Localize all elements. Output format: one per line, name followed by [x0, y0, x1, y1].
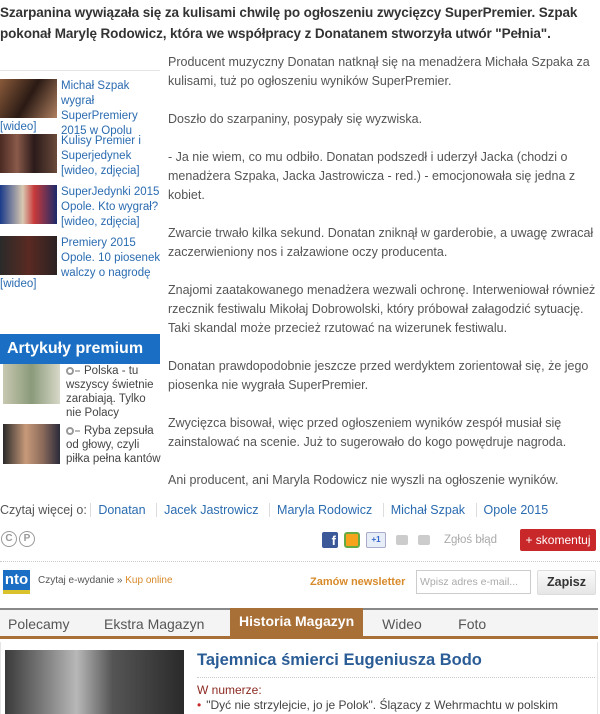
premium-title-text: Polska - tu wszyscy świetnie zarabiają. Tylko nie Polacy [66, 365, 154, 419]
divider [0, 70, 160, 71]
nto-logo[interactable]: nto [3, 570, 30, 594]
related-title[interactable]: SuperJedynki 2015 Opole. Kto wygrał? [wideo, zdjęcia] [61, 186, 160, 228]
newsletter-email-input[interactable] [416, 570, 531, 594]
tag-link[interactable]: Donatan [90, 503, 152, 517]
paragraph: Ani producent, ani Maryla Rodowicz nie wyszli na ogłoszenie wyników. [168, 473, 559, 487]
paragraph: Donatan prawdopodobnie jeszcze przed werdyktem zorientował się, że jego piosenka nie wygrała SuperPremier. [168, 359, 589, 392]
related-thumbnail[interactable] [0, 236, 57, 275]
divider [0, 561, 600, 562]
premium-heading: Artykuły premium [0, 334, 160, 364]
magazine-panel [0, 642, 598, 714]
related-item[interactable] [0, 185, 160, 236]
wykop-icon[interactable] [344, 532, 360, 548]
facebook-icon[interactable]: f [322, 532, 338, 548]
premium-title[interactable] [66, 424, 161, 466]
in-issue-label: W numerze: [197, 683, 262, 697]
related-thumbnail[interactable] [0, 185, 57, 224]
premium-title[interactable] [66, 364, 161, 420]
read-more-tags [0, 503, 555, 517]
share-bar [322, 532, 497, 548]
tag-link[interactable]: Jacek Jastrowicz [156, 503, 265, 517]
tab-foto[interactable]: Foto [458, 616, 487, 632]
comment-button[interactable]: + skomentuj [520, 529, 596, 551]
google-plus-icon[interactable]: +1 [366, 532, 386, 548]
issue-bullet[interactable]: • "Dyć nie strzylejcie, jo je Polok". Ślązacy z Wehrmachtu w polskim [197, 698, 558, 712]
buy-online-link[interactable]: Kup online [125, 575, 173, 586]
premium-thumbnail[interactable] [3, 364, 60, 404]
related-title[interactable]: Premiery 2015 Opole. 10 piosenek walczy o nagrodę [61, 237, 161, 279]
tag-link[interactable]: Michał Szpak [383, 503, 472, 517]
premium-title-text: Ryba zepsuła od głowy, czyli piłka pełna kantów [66, 425, 161, 465]
related-title[interactable]: Michał Szpak wygrał SuperPremiery 2015 w Opolu [61, 80, 138, 137]
key-icon [66, 367, 80, 375]
report-error-link[interactable]: Zgłoś błąd [444, 534, 498, 546]
paragraph: Znajomi zaatakowanego menadżera wezwali ochronę. Interweniował również rzecznik festiwalu Mikołaj Dobrowolski, który próbował załagodzić sytuację. Taki skandal może przecież rzutować na wizerunek festiwalu. [168, 283, 596, 335]
newsletter-label: Zamów newsletter [310, 576, 406, 588]
paragraph: - Ja nie wiem, co mu odbiło. Donatan podszedł i uderzył Jacka (chodzi o menadżera Szpaka, Jacka Jastrowicza - red.) - emocjonowała się jedna z kobiet. [168, 150, 576, 202]
related-thumbnail[interactable] [0, 134, 57, 173]
paragraph: Doszło do szarpaniny, posypały się wyzwiska. [168, 112, 423, 126]
magazine-tabs [0, 608, 598, 639]
print-icon[interactable] [396, 535, 408, 545]
e-edition [38, 575, 173, 586]
magazine-image[interactable] [5, 650, 184, 714]
related-item[interactable] [0, 134, 160, 185]
related-tag[interactable]: [wideo] [0, 121, 37, 133]
related-title[interactable]: Kulisy Premier i Superjedynek [wideo, zdjęcia] [61, 135, 141, 177]
tab-wideo[interactable]: Wideo [382, 616, 422, 632]
article-lead: Szarpanina wywiązała się za kulisami chwilę po ogłoszeniu zwycięzcy SuperPremier. Szpak pokonał Marylę Rodowicz, która we współpracy z Donatanem stworzyła utwór "Pełnia". [0, 5, 578, 41]
read-e-edition-link[interactable]: Czytaj e-wydanie » [38, 575, 123, 586]
tab-polecamy[interactable]: Polecamy [8, 616, 70, 632]
divider [197, 677, 595, 678]
mail-icon[interactable] [418, 535, 430, 545]
related-thumbnail[interactable] [0, 79, 57, 118]
paragraph: Zwarcie trwało kilka sekund. Donatan zniknął w garderobie, a uwagę zwracał zaczerwieniony nos i załzawione oczy producenta. [168, 226, 594, 259]
tags-label: Czytaj więcej o: [0, 503, 87, 517]
related-item[interactable] [0, 236, 160, 291]
related-item[interactable] [0, 79, 160, 137]
tab-historia-magazyn[interactable]: Historia Magazyn [230, 608, 363, 636]
copyright-icons [1, 531, 35, 547]
copyright-icon: C [1, 531, 17, 547]
newsletter-submit-button[interactable]: Zapisz [537, 570, 596, 595]
tag-link[interactable]: Opole 2015 [476, 503, 556, 517]
magazine-title[interactable]: Tajemnica śmierci Eugeniusza Bodo [197, 651, 482, 669]
paragraph: Producent muzyczny Donatan natknął się na menadżera Michała Szpaka za kulisami, tuż po ogłoszeniu wyników SuperPremier. [168, 55, 590, 88]
phonographic-copyright-icon: P [19, 531, 35, 547]
premium-thumbnail[interactable] [3, 424, 60, 464]
related-tag[interactable]: [wideo] [0, 278, 37, 290]
paragraph: Zwycięzca bisował, więc przed ogłoszeniem wyników zespół musiał się zainstalować na scenie. Już to sugerowało do kogo powędruje nagroda. [168, 416, 567, 449]
tab-ekstra-magazyn[interactable]: Ekstra Magazyn [104, 616, 205, 632]
article-body [168, 53, 596, 509]
key-icon [66, 427, 80, 435]
related-articles [0, 70, 160, 291]
tag-link[interactable]: Maryla Rodowicz [269, 503, 379, 517]
